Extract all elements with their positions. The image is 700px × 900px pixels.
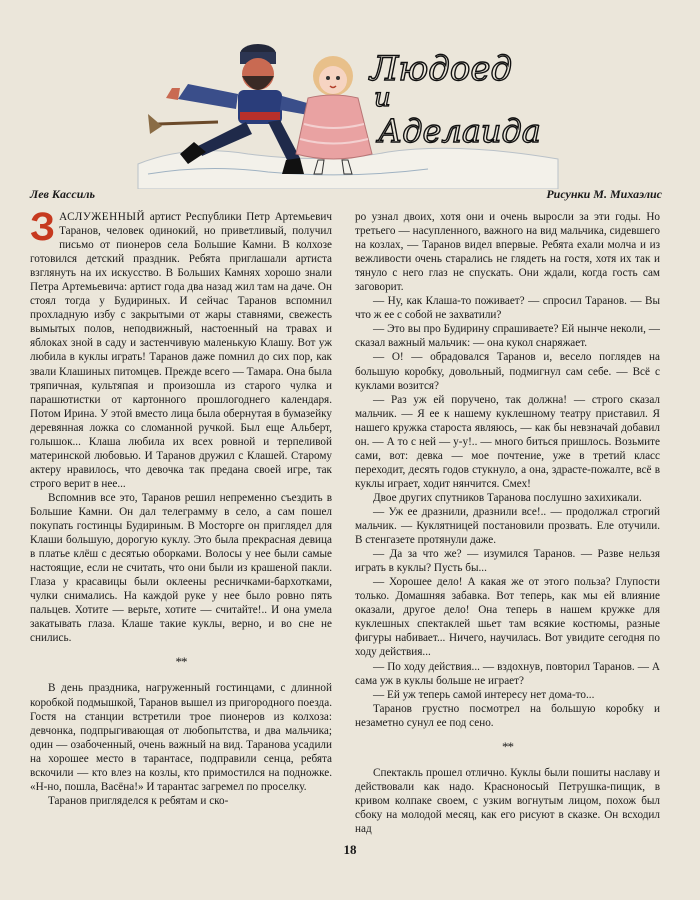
left-column: [30, 205, 332, 808]
first-word: АСЛУЖЕННЫЙ: [59, 211, 146, 223]
paragraph: — О! — обрадовался Таранов и, весело поглядев на большую коробку, довольный, подмигнул сам себе. — Всё с куклами возится?: [355, 351, 660, 392]
title-line-2: и: [374, 83, 391, 113]
paragraph: В день праздника, нагруженный гостинцами, с длинной коробкой подмышкой, Таранов вышел из пригородного поезда. Гостя на станции встретили трое пионеров из колхоза: девчонка, подпрыгивающая от любопытства, и два мальчика; один — озабоченный, очень важный на вид. Таранова усадили на хорошее место в тарантасе, подправили сенца, ребята вскочили — кто влез на козлы, кто примостился на подножке. «Н-но, пошла, Васёна!» И тарантас загремел по проселку.: [30, 682, 332, 793]
paragraph: — Хорошее дело! А какая же от этого польза? Глупости только. Домашняя забавка. Вот теперь, как мы ей влияние оказали, другое дело! Она теперь в нашем кружке для куклешных спектаклей шьет там всякие костюмы, разные фигуры набивает... Ничего, научилась. Вот увидите сегодня по ходу действия...: [355, 576, 660, 659]
title-line-3: Аделаида: [378, 112, 541, 150]
paragraph: — Да за что же? — изумился Таранов. — Разве нельзя играть в куклы? Пусть бы...: [355, 548, 660, 575]
paragraph: Двое других спутников Таранова послушно захихикали.: [373, 491, 642, 504]
drop-cap: З: [30, 205, 56, 249]
section-divider: **: [502, 738, 513, 754]
paragraph: ро узнал двоих, хотя они и очень выросли за эти годы. Но третьего — насупленного, важного на вид мальчика, сидевшего на козлах, — Таранов видел впервые. Ребята ехали молча и из вежливости очень старались не глядеть на гостя, хотя их так и тянуло с него глаз не спускать. Они ждали, когда гость сам заговорит.: [355, 211, 660, 294]
author-byline: Лев Кассиль: [30, 187, 96, 201]
title-lettering: [360, 40, 570, 160]
paragraph: — По ходу действия... — вздохнув, повторил Таранов. — А сама уж в куклы больше не играет?: [355, 660, 660, 687]
paragraph: — Раз уж ей поручено, так должна! — строго сказал мальчик. — Я ее к нашему куклешному театру приставил. Я нашего кружка староста являюсь, — как бы невзначай добавил он. — А то с ней — у-у!.. — много биться пришлось. Возьмите сами, вот: девка — мое почтение, уже в третий класс переходит, десять годов стукнуло, а она, здрасте-пожалте, всё в куклы играет, ходит нянчится. Смех!: [355, 393, 660, 490]
paragraph: — Уж ее дразнили, дразнили все!.. — продолжал строгий мальчик. — Куклятницей постановили прозвать. Еле отучили. В стенгазете протянули даже.: [355, 505, 660, 547]
title-line-1: Людоед: [370, 49, 512, 89]
paragraph-text: артист Республики Петр Артемьевич Таранов, человек одинокий, но приветливый, получил письмо от пионеров села Большие Камни. В колхозе готовился детский праздник. Ребята приглашали артиста взглянуть на их искусство. В Больших Камнях хорошо знали Петра Артемьевича: артист года два назад жил там на даче. Он стоял тогда у Будириных. И сейчас Таранов вспомнил прохладную избу с закрытыми от жары ставнями, свежесть вымытых полов, неподвижный, настоенный на травах и яблоках зной в саду и застенчивую маленькую Клашу. Вот уж любила в куклы играть! Таранов даже помнил до сих пор, как звали Клашиных питомцев. Прежде всего — Тамара. Она была тряпичная, культяпая и произошла из старого чулка и парашютистки от картонного прошлогоднего календаря. Потом Ирина. У этой вместо лица была обернутая в бумазейку деревянная ложка со сломанной ручкой. Был еще Альберт, голышок... Клаша любила их всех ровной и терпеливой материнской любовью. И Таранов дружил с Клашей. Старому актеру нравилось, что девочка так предана своей игре, так строго верит в нее...: [30, 211, 332, 490]
paragraph: — Ей уж теперь самой интересу нет дома-то...: [373, 688, 595, 701]
paragraph: [30, 205, 332, 491]
paragraph: Таранов грустно посмотрел на большую коробку и незаметно сунул ее под сено.: [355, 702, 660, 729]
paragraph: — Это вы про Будирину спрашиваете? Ей нынче неколи, — сказал важный мальчик: — она кукол снаряжает.: [355, 323, 660, 350]
right-column: [355, 210, 660, 836]
page-number: 18: [343, 842, 357, 857]
paragraph: — Ну, как Клаша-то поживает? — спросил Таранов. — Вы что ж ее с собой не захватили?: [355, 295, 660, 322]
paragraph: Вспомнив все это, Таранов решил непременно съездить в Большие Камни. Он дал телеграмму в село, а сам пошел покупать гостинцы Будириным. В Мосторге он приглядел для Клаши большую, дорогую куклу. Это была прекрасная девица в платье клёш с десятью оборками. Волосы у нее были самые настоящие, если не считать, что они были из крашеной пакли. Глаза у красавицы были оклеены ресничками-бархотками, чулки снимались. На каждой руке у нее было ровно пять пальцев. Хотите — верьте, хотите — считайте!.. И она умела закатывать глаза. Клаше такие куклы, верно, и во сне не снились.: [30, 491, 332, 645]
illustrator-byline: Рисунки М. Михаэлис: [546, 187, 662, 201]
section-divider: **: [175, 654, 187, 670]
paragraph: Таранов пригляделся к ребятам и ско-: [48, 794, 229, 807]
paragraph: Спектакль прошел отлично. Куклы были пошиты наславу и действовали как надо. Красноносый Петрушка-пищик, в кривом колпаке своем, с узким вогнутым лицом, похож был сбоку на молодой месяц, как его рисуют в сказке. Он всходил над: [355, 766, 660, 835]
